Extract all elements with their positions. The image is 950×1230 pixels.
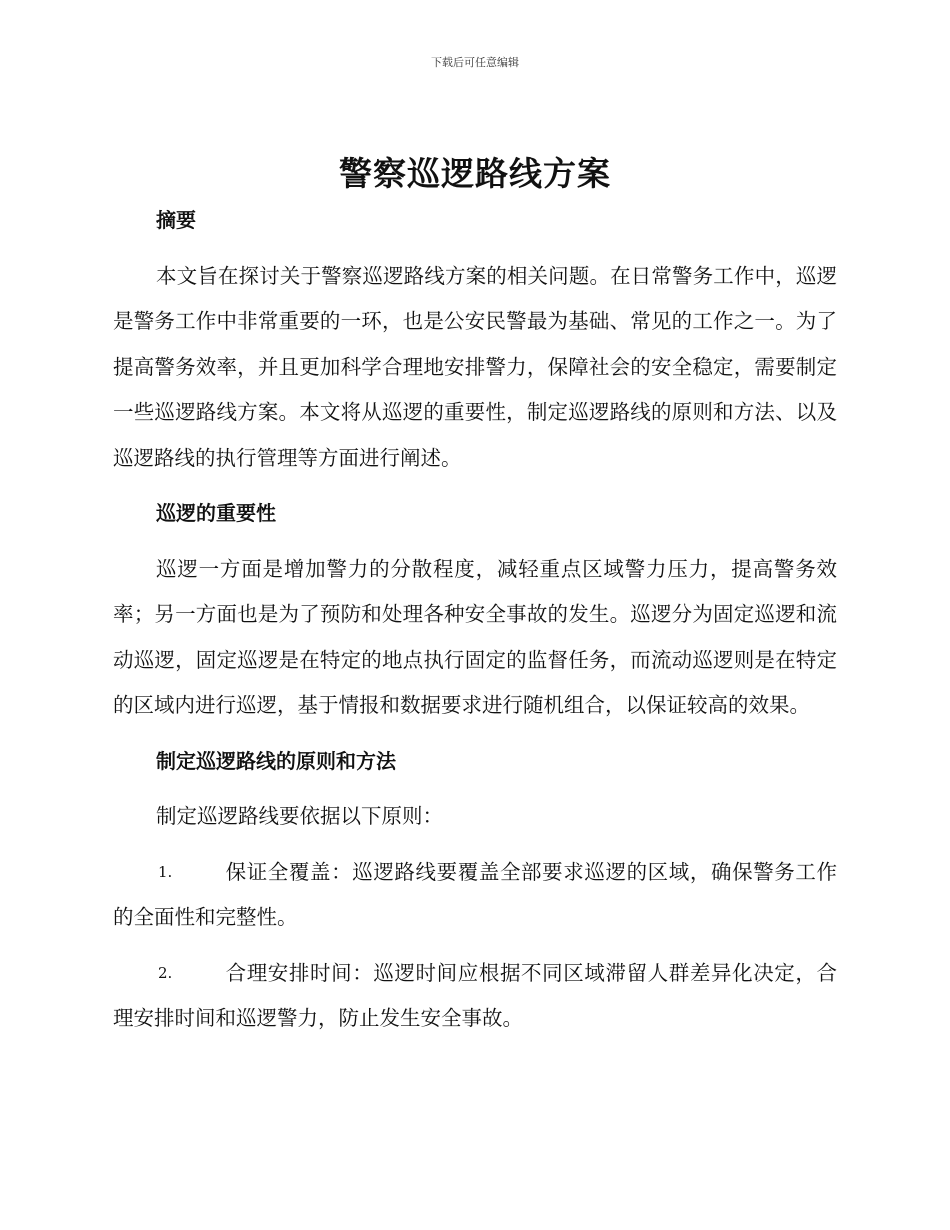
list-item	[113, 850, 837, 941]
document-title: 警察巡逻路线方案	[339, 154, 611, 193]
list-item-text: 保证全覆盖：巡逻路线要覆盖全部要求巡逻的区域，确保警务工作的全面性和完整性。	[113, 859, 837, 929]
document-body	[113, 198, 837, 1042]
principles-heading: 制定巡逻路线的原则和方法	[156, 748, 396, 773]
page-header-note: 下载后可任意编辑	[431, 56, 519, 69]
list-item-text: 合理安排时间：巡逻时间应根据不同区域滞留人群差异化决定，合理安排时间和巡逻警力，防止发生安全事故。	[113, 960, 837, 1030]
importance-paragraph: 巡逻一方面是增加警力的分散程度，减轻重点区域警力压力，提高警务效率；另一方面也是为了预防和处理各种安全事故的发生。巡逻分为固定巡逻和流动巡逻，固定巡逻是在特定的地点执行固定的监督任务，而流动巡逻则是在特定的区域内进行巡逻，基于情报和数据要求进行随机组合，以保证较高的效果。	[113, 556, 837, 717]
list-item-number: 1.	[158, 862, 173, 881]
list-item	[113, 951, 837, 1042]
abstract-heading: 摘要	[156, 208, 196, 232]
importance-heading: 巡逻的重要性	[156, 501, 276, 525]
abstract-paragraph: 本文旨在探讨关于警察巡逻路线方案的相关问题。在日常警务工作中，巡逻是警务工作中非常重要的一环，也是公安民警最为基础、常见的工作之一。为了提高警务效率，并且更加科学合理地安排警力，保障社会的安全稳定，需要制定一些巡逻路线方案。本文将从巡逻的重要性，制定巡逻路线的原则和方法、以及巡逻路线的执行管理等方面进行阐述。	[113, 263, 837, 470]
list-item-number: 2.	[158, 963, 173, 982]
principles-intro: 制定巡逻路线要依据以下原则：	[156, 804, 443, 828]
